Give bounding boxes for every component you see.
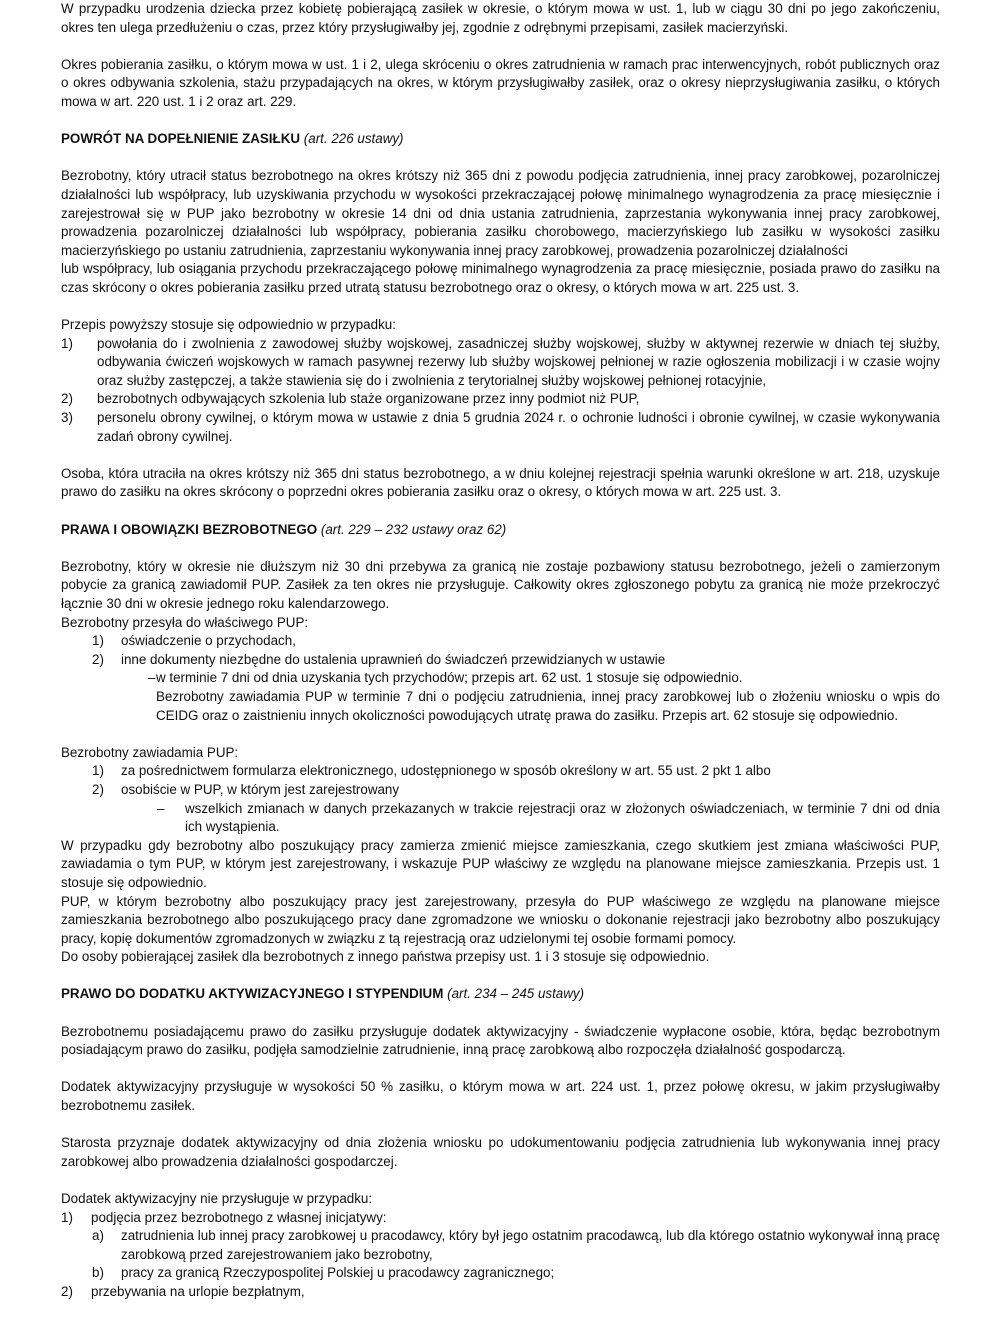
dash-item-text: w terminie 7 dni od dnia uzyskania tych przychodów; przepis art. 62 ust. 1 stosuje się odpowiednio. [156, 670, 743, 686]
numbered-list [61, 1209, 940, 1302]
sub-list-item [61, 1227, 940, 1264]
dash-item [61, 669, 940, 725]
list-item [61, 390, 940, 409]
sub-list-letter: a) [92, 1228, 104, 1244]
list-item-text: przebywania na urlopie bezpłatnym, [91, 1283, 305, 1299]
list-number: 1) [61, 1209, 73, 1225]
numbered-list [61, 335, 940, 447]
sub-list-item [61, 1264, 940, 1283]
list-item-text: podjęcia przez bezrobotnego z własnej inicjatywy: [91, 1209, 387, 1225]
paragraph: PUP, w którym bezrobotny albo poszukujący pracy jest zarejestrowany, przesyła do PUP właściwego ze względu na planowane miejsce zamieszkania bezrobotnego albo poszukującego pracy dane zgromadzone we wniosku o dokonanie rejestracji jako bezrobotny albo poszukujący pracy, kopię dokumentów zgromadzonych w związku z tą rejestracją oraz udzielonymi tej osobie formami pomocy. [61, 893, 940, 946]
paragraph: W przypadku gdy bezrobotny albo poszukujący pracy zamierza zmienić miejsce zamieszkania, czego skutkiem jest zmiana właściwości PUP, zawiadamia o tym PUP, w którym jest zarejestrowany, i wskazuje PUP właściwy ze względu na planowane miejsce zamieszkania. Przepis ust. 1 stosuje się odpowiednio. [61, 837, 940, 890]
section-heading [61, 521, 940, 540]
list-number: 2) [92, 651, 104, 667]
section-reference: (art. 234 – 245 ustawy) [447, 986, 585, 1002]
sub-list-letter: b) [92, 1265, 104, 1281]
paragraph: Bezrobotnemu posiadającemu prawo do zasiłku przysługuje dodatek aktywizacyjny - świadczenie wypłacone osobie, która, będąc bezrobotnym posiadającym prawo do zasiłku, podjęła samodzielnie zatrudnienie, inną pracę zarobkową albo rozpoczęła działalność gospodarczą. [61, 1023, 940, 1058]
list-item-text: personelu obrony cywilnej, o którym mowa w ustawie z dnia 5 grudnia 2024 r. o ochronie ludności i obronie cywilnej, w czasie wykonywania zadań obrony cywilnej. [97, 410, 940, 444]
paragraph: Przepis powyższy stosuje się odpowiednio w przypadku: [61, 317, 396, 333]
section-reference: (art. 226 ustawy) [303, 131, 404, 147]
dash-item-continuation: Bezrobotny zawiadamia PUP w terminie 7 dni o podjęciu zatrudnienia, innej pracy zarobkowej lub o złożeniu wniosku o wpis do CEIDG oraz o zaistnieniu innych okoliczności powodujących utratę prawa do zasiłku. Przepis art. 62 stosuje się odpowiednio. [156, 688, 940, 723]
paragraph: Osoba, która utraciła na okres krótszy niż 365 dni status bezrobotnego, a w dniu kolejnej rejestracji spełnia warunki określone w art. 218, uzyskuje prawo do zasiłku na okres skrócony o poprzedni okres pobierania zasiłku oraz o okresy, o których mowa w art. 225 ust. 3. [61, 465, 940, 500]
list-item [61, 762, 940, 781]
sub-list-item-text: pracy za granicą Rzeczypospolitej Polskiej u pracodawcy zagranicznego; [121, 1265, 555, 1281]
paragraph: Dodatek aktywizacyjny nie przysługuje w przypadku: [61, 1191, 373, 1206]
numbered-list [61, 632, 940, 725]
section-heading [61, 130, 940, 149]
paragraph: Bezrobotny, który w okresie nie dłuższym niż 30 dni przebywa za granicą nie zostaje pozbawiony statusu bezrobotnego, jeżeli o zamierzonym pobycie za granicą zawiadomił PUP. Zasiłek za ten okres nie przysługuje. Całkowity okres zgłoszonego pobytu za granicą nie może przekroczyć łącznie 30 dni w okresie jednego roku kalendarzowego. [61, 558, 940, 611]
paragraph: lub współpracy, lub osiągania przychodu przekraczającego połowę minimalnego wynagrodzenia za pracę miesięcznie, posiada prawo do zasiłku na czas skrócony o okres pobierania zasiłku przed utratą statusu bezrobotnego oraz o okresy, o których mowa w art. 225 ust. 3. [61, 261, 940, 295]
paragraph: Do osoby pobierającej zasiłek dla bezrobotnych z innego państwa przepisy ust. 1 i 3 stosuje się odpowiednio. [61, 949, 710, 965]
list-item-text: oświadczenie o przychodach, [121, 633, 296, 649]
list-item [61, 1209, 940, 1228]
list-item-text: za pośrednictwem formularza elektronicznego, udostępnionego w sposób określony w art. 55 ust. 2 pkt 1 albo [121, 763, 771, 779]
paragraph: Bezrobotny, który utracił status bezrobotnego na okres krótszy niż 365 dni z powodu podjęcia zatrudnienia, innej pracy zarobkowej, pozarolniczej działalności lub współpracy, lub uzyskiwania przychodu w wysokości przekraczającej połowę minimalnego wynagrodzenia za pracę miesięcznie i zarejestrował się w PUP jako bezrobotny w okresie 14 dni od dnia ustania zatrudnienia, zaprzestania wykonywania innej pracy zarobkowej, prowadzenia pozarolniczej działalności lub współpracy, pobierania zasiłku chorobowego, macierzyńskiego lub zasiłku w wysokości zasiłku macierzyńskiego po ustaniu zatrudnienia, zaprzestaniu wykonywania innej pracy zarobkowej, prowadzenia pozarolniczej działalności [61, 168, 940, 258]
list-item-text: osobiście w PUP, w którym jest zarejestrowany [121, 781, 400, 797]
paragraph: Starosta przyznaje dodatek aktywizacyjny od dnia złożenia wniosku po udokumentowaniu podjęcia zatrudnienia lub wykonywania innej pracy zarobkowej albo prowadzenia działalności gospodarczej. [61, 1135, 940, 1169]
list-number: 1) [92, 633, 104, 649]
list-number: 2) [92, 781, 104, 797]
list-item [61, 632, 940, 651]
paragraph: Dodatek aktywizacyjny przysługuje w wysokości 50 % zasiłku, o którym mowa w art. 224 ust. 1, przez połowę okresu, w jakim przysługiwałby bezrobotnemu zasiłek. [61, 1079, 940, 1114]
section-title: PRAWO DO DODATKU AKTYWIZACYJNEGO I STYPENDIUM [61, 986, 444, 1002]
paragraph: W przypadku urodzenia dziecka przez kobietę pobierającą zasiłek w okresie, o którym mowa w ust. 1, lub w ciągu 30 dni po jego zakończeniu, okres ten ulega przedłużeniu o czas, przez który przysługiwałby jej, zgodnie z odrębnymi przepisami, zasiłek macierzyński. [61, 1, 940, 35]
list-item-text: powołania do i zwolnienia z zawodowej służby wojskowej, zasadniczej służby wojskowej, służby w aktywnej rezerwie w dniach tej służby, odbywania ćwiczeń wojskowych w ramach pasywnej rezerwy lub służby wojskowej pełnionej w razie ogłoszenia mobilizacji i w czasie wojny oraz służby zastępczej, a także stawienia się do i zwolnienia z terytorialnej służby wojskowej pełnionej rotacyjnie, [97, 335, 940, 388]
sub-list-item-text: zatrudnienia lub innej pracy zarobkowej u pracodawcy, który był jego ostatnim pracodawcą, lub dla którego ostatnio wykonywał inną pracę zarobkową przed zarejestrowaniem jako bezrobotny, [121, 1228, 940, 1262]
list-item [61, 409, 940, 446]
dash-marker: – [148, 670, 156, 686]
numbered-list [61, 762, 940, 836]
list-item [61, 335, 940, 391]
list-number: 3) [61, 410, 73, 426]
section-title: POWRÓT NA DOPEŁNIENIE ZASIŁKU [61, 131, 301, 147]
section-title: PRAWA I OBOWIĄZKI BEZROBOTNEGO [61, 521, 318, 537]
section-heading [61, 985, 940, 1004]
list-item [61, 1283, 940, 1302]
list-number: 2) [61, 391, 73, 407]
paragraph: Bezrobotny przesyła do właściwego PUP: [61, 614, 309, 630]
list-item-text: bezrobotnych odbywających szkolenia lub staże organizowane przez inny podmiot niż PUP, [97, 391, 640, 407]
dash-item-text: wszelkich zmianach w danych przekazanych w trakcie rejestracji oraz w złożonych oświadczeniach, w terminie 7 dni od dnia ich wystąpienia. [185, 800, 940, 835]
dash-item [61, 800, 940, 837]
paragraph: Bezrobotny zawiadamia PUP: [61, 744, 239, 760]
list-number: 2) [61, 1283, 73, 1299]
list-item-text: inne dokumenty niezbędne do ustalenia uprawnień do świadczeń przewidzianych w ustawie [121, 651, 666, 667]
section-reference: (art. 229 – 232 ustawy oraz 62) [320, 521, 507, 537]
paragraph: Okres pobierania zasiłku, o którym mowa w ust. 1 i 2, ulega skróceniu o okres zatrudnienia w ramach prac interwencyjnych, robót publicznych oraz o okres odbywania szkolenia, stażu przypadających na okres, w którym przysługiwałby zasiłek, oraz o okresy nieprzysługiwania zasiłku, o których mowa w art. 220 ust. 1 i 2 oraz art. 229. [61, 56, 940, 109]
list-number: 1) [61, 335, 73, 351]
dash-marker: – [157, 800, 165, 816]
list-number: 1) [92, 763, 104, 779]
list-item [61, 651, 940, 670]
list-item [61, 781, 940, 800]
